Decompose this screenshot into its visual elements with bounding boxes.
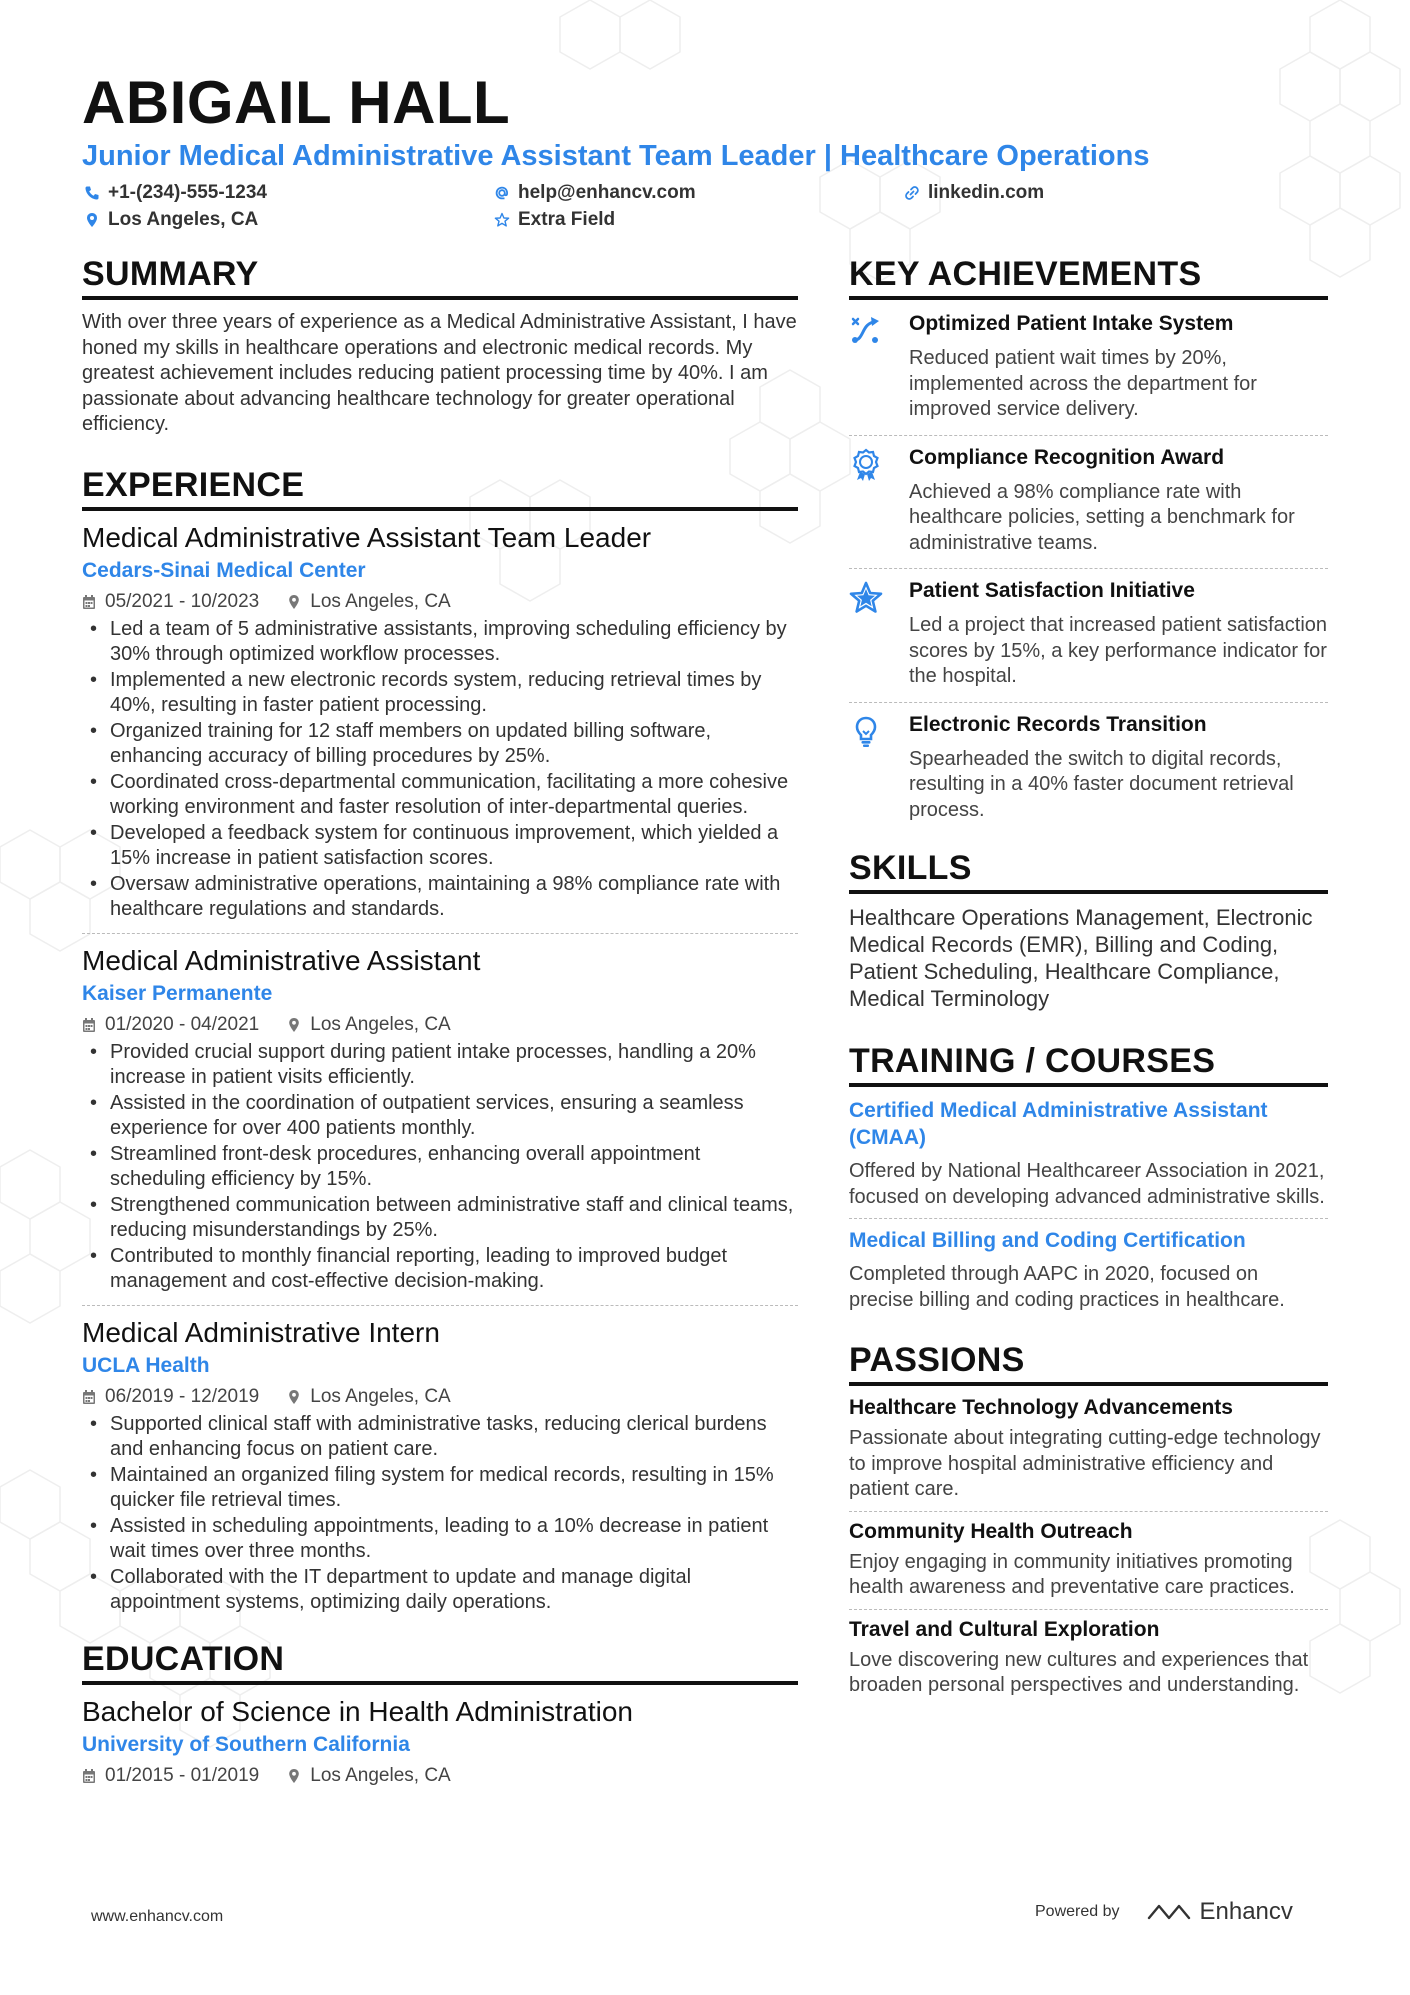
job-dates: 06/2019 - 12/2019 xyxy=(105,1385,260,1407)
right-column xyxy=(849,255,1328,1715)
job-bullet: • Assisted in scheduling appointments, leading to a 10% decrease in patient wait times over three months. xyxy=(82,1514,798,1565)
footer-branding xyxy=(1035,1898,1293,1926)
skills-heading: SKILLS xyxy=(849,849,1328,894)
achievement-item xyxy=(849,703,1328,836)
enhancv-logo-icon xyxy=(1146,1900,1192,1924)
candidate-name: ABIGAIL HALL xyxy=(82,69,511,136)
job-company[interactable]: Kaiser Permanente xyxy=(82,981,273,1005)
location-text: Los Angeles, CA xyxy=(108,209,259,230)
experience-heading: EXPERIENCE xyxy=(82,466,798,511)
powered-by-label: Powered by xyxy=(1035,1903,1120,1920)
passion-item xyxy=(849,1396,1328,1512)
achievement-desc: Reduced patient wait times by 20%, implemented across the department for improved service delivery. xyxy=(909,347,1257,420)
brand-logo[interactable] xyxy=(1146,1898,1293,1926)
summary-section xyxy=(82,255,798,438)
job-meta xyxy=(82,1386,798,1408)
job-meta xyxy=(82,1014,798,1036)
footer-website[interactable]: www.enhancv.com xyxy=(91,1908,224,1925)
job-location: Los Angeles, CA xyxy=(310,590,451,612)
job-bullet: • Streamlined front-desk procedures, enhancing overall appointment scheduling efficiency by 15%. xyxy=(82,1142,798,1193)
course-item xyxy=(849,1097,1328,1219)
passions-heading: PASSIONS xyxy=(849,1341,1328,1386)
job-entry xyxy=(82,1316,798,1626)
course-title[interactable]: Certified Medical Administrative Assistant (CMAA) xyxy=(849,1099,1268,1149)
job-bullet: • Maintained an organized filing system for medical records, resulting in 15% quicker file retrieval times. xyxy=(82,1463,798,1514)
linkedin-contact[interactable] xyxy=(904,182,1044,204)
calendar-icon xyxy=(82,1768,96,1784)
achievement-item xyxy=(849,436,1328,570)
extra-field xyxy=(494,209,615,231)
linkedin-text: linkedin.com xyxy=(928,182,1045,203)
course-desc: Offered by National Healthcareer Association in 2021, focused on developing advanced administrative skills. xyxy=(849,1160,1325,1208)
skills-section xyxy=(849,849,1328,1012)
map-pin-icon xyxy=(84,212,100,228)
email-text: help@enhancv.com xyxy=(518,182,696,203)
brand-name: Enhancv xyxy=(1199,1898,1293,1925)
job-bullet: • Strengthened communication between administrative staff and clinical teams, reducing misunderstandings by 25%. xyxy=(82,1193,798,1244)
achievement-title: Patient Satisfaction Initiative xyxy=(909,579,1195,602)
job-entry xyxy=(82,944,798,1306)
achievement-item xyxy=(849,569,1328,703)
star-icon xyxy=(849,581,883,615)
passion-item xyxy=(849,1520,1328,1610)
passion-desc: Passionate about integrating cutting-edge technology to improve hospital administrative efficiency and patient care. xyxy=(849,1427,1321,1500)
achievements-heading: KEY ACHIEVEMENTS xyxy=(849,255,1328,300)
job-bullets xyxy=(82,1412,798,1616)
map-pin-icon xyxy=(287,1017,301,1033)
school-name[interactable]: University of Southern California xyxy=(82,1732,410,1756)
passion-title: Community Health Outreach xyxy=(849,1519,1133,1543)
course-desc: Completed through AAPC in 2020, focused on precise billing and coding practices in healthcare. xyxy=(849,1263,1285,1311)
summary-heading: SUMMARY xyxy=(82,255,798,300)
route-icon xyxy=(849,314,883,348)
education-meta xyxy=(82,1765,798,1787)
summary-text: With over three years of experience as a Medical Administrative Assistant, I have honed my skills in healthcare operations and electronic medical records. My greatest achievement includes reducing patient processing time by 40%. I am passionate about advancing healthcare technology for greater operational efficiency. xyxy=(82,311,797,435)
job-bullet: • Led a team of 5 administrative assistants, improving scheduling efficiency by 30% through optimized workflow processes. xyxy=(82,617,798,668)
job-bullet: • Organized training for 12 staff members on updated billing software, enhancing accuracy of billing procedures by 25%. xyxy=(82,719,798,770)
map-pin-icon xyxy=(287,594,301,610)
map-pin-icon xyxy=(287,1768,301,1784)
job-bullet: • Developed a feedback system for continuous improvement, which yielded a 15% increase in patient satisfaction scores. xyxy=(82,821,798,872)
passion-item xyxy=(849,1618,1328,1707)
achievement-desc: Spearheaded the switch to digital records, resulting in a 40% faster document retrieval process. xyxy=(909,747,1294,821)
skills-text: Healthcare Operations Management, Electronic Medical Records (EMR), Billing and Coding, Patient Scheduling, Healthcare Compliance, Medical Terminology xyxy=(849,905,1313,1011)
achievement-item xyxy=(849,302,1328,436)
achievement-title: Compliance Recognition Award xyxy=(909,445,1225,469)
phone-text: +1-(234)-555-1234 xyxy=(108,182,267,203)
job-dates: 05/2021 - 10/2023 xyxy=(105,590,260,612)
job-title: Medical Administrative Assistant Team Leader xyxy=(82,521,652,553)
passions-section xyxy=(849,1341,1328,1707)
job-bullet: • Implemented a new electronic records system, reducing retrieval times by 40%, resulting in faster patient processing. xyxy=(82,668,798,719)
job-company[interactable]: Cedars-Sinai Medical Center xyxy=(82,558,366,582)
passion-title: Healthcare Technology Advancements xyxy=(849,1396,1233,1419)
course-title[interactable]: Medical Billing and Coding Certification xyxy=(849,1229,1246,1252)
job-bullet: • Collaborated with the IT department to update and manage digital appointment systems, optimizing daily operations. xyxy=(82,1565,798,1616)
headline: Junior Medical Administrative Assistant Team Leader | Healthcare Operations xyxy=(82,140,1150,172)
job-location: Los Angeles, CA xyxy=(310,1385,451,1407)
passion-desc: Love discovering new cultures and experiences that broaden personal perspectives and understanding. xyxy=(849,1648,1309,1696)
course-item xyxy=(849,1227,1328,1321)
map-pin-icon xyxy=(287,1389,301,1405)
left-column xyxy=(82,255,798,1791)
job-bullet: • Provided crucial support during patient intake processes, handling a 20% increase in patient visits efficiently. xyxy=(82,1040,798,1091)
location-contact xyxy=(84,209,258,231)
achievement-desc: Led a project that increased patient satisfaction scores by 15%, a key performance indicator for the hospital. xyxy=(909,614,1328,687)
calendar-icon xyxy=(82,1389,96,1405)
achievement-title: Optimized Patient Intake System xyxy=(909,312,1234,335)
education-dates: 01/2015 - 01/2019 xyxy=(105,1764,260,1786)
calendar-icon xyxy=(82,1017,96,1033)
job-entry xyxy=(82,521,798,934)
award-icon xyxy=(849,448,883,482)
star-outline-icon xyxy=(494,212,510,228)
job-location: Los Angeles, CA xyxy=(310,1013,451,1035)
job-dates: 01/2020 - 04/2021 xyxy=(105,1013,260,1035)
degree-title: Bachelor of Science in Health Administration xyxy=(82,1695,633,1727)
calendar-icon xyxy=(82,594,96,610)
email-contact[interactable] xyxy=(494,182,696,204)
extra-field-text: Extra Field xyxy=(518,209,616,230)
job-bullets xyxy=(82,1040,798,1295)
link-icon xyxy=(904,185,920,201)
job-meta xyxy=(82,591,798,613)
job-bullet: • Contributed to monthly financial reporting, leading to improved budget management and cost-effective decision-making. xyxy=(82,1244,798,1295)
phone-icon xyxy=(84,185,100,201)
experience-section xyxy=(82,466,798,1626)
job-bullets xyxy=(82,617,798,923)
job-bullet: • Supported clinical staff with administrative tasks, reducing clerical burdens and enhancing focus on patient care. xyxy=(82,1412,798,1463)
lightbulb-icon xyxy=(849,715,883,749)
job-title: Medical Administrative Assistant xyxy=(82,944,481,976)
job-bullet: • Oversaw administrative operations, maintaining a 98% compliance rate with healthcare regulations and standards. xyxy=(82,872,798,923)
training-section xyxy=(849,1042,1328,1321)
phone-contact[interactable] xyxy=(84,182,267,204)
at-icon xyxy=(494,185,510,201)
training-heading: TRAINING / COURSES xyxy=(849,1042,1328,1087)
education-section xyxy=(82,1640,798,1787)
passion-title: Travel and Cultural Exploration xyxy=(849,1617,1160,1641)
job-bullet: • Assisted in the coordination of outpatient services, ensuring a seamless experience for over 400 patients monthly. xyxy=(82,1091,798,1142)
job-bullet: • Coordinated cross-departmental communication, facilitating a more cohesive working environment and faster resolution of inter-departmental queries. xyxy=(82,770,798,821)
achievements-section xyxy=(849,255,1328,835)
job-company[interactable]: UCLA Health xyxy=(82,1353,210,1377)
achievement-title: Electronic Records Transition xyxy=(909,712,1207,736)
education-heading: EDUCATION xyxy=(82,1640,798,1685)
job-title: Medical Administrative Intern xyxy=(82,1316,440,1348)
education-location: Los Angeles, CA xyxy=(310,1764,451,1786)
achievement-desc: Achieved a 98% compliance rate with healthcare policies, setting a benchmark for administrative teams. xyxy=(909,480,1295,554)
passion-desc: Enjoy engaging in community initiatives promoting health awareness and preventative care practices. xyxy=(849,1550,1295,1598)
